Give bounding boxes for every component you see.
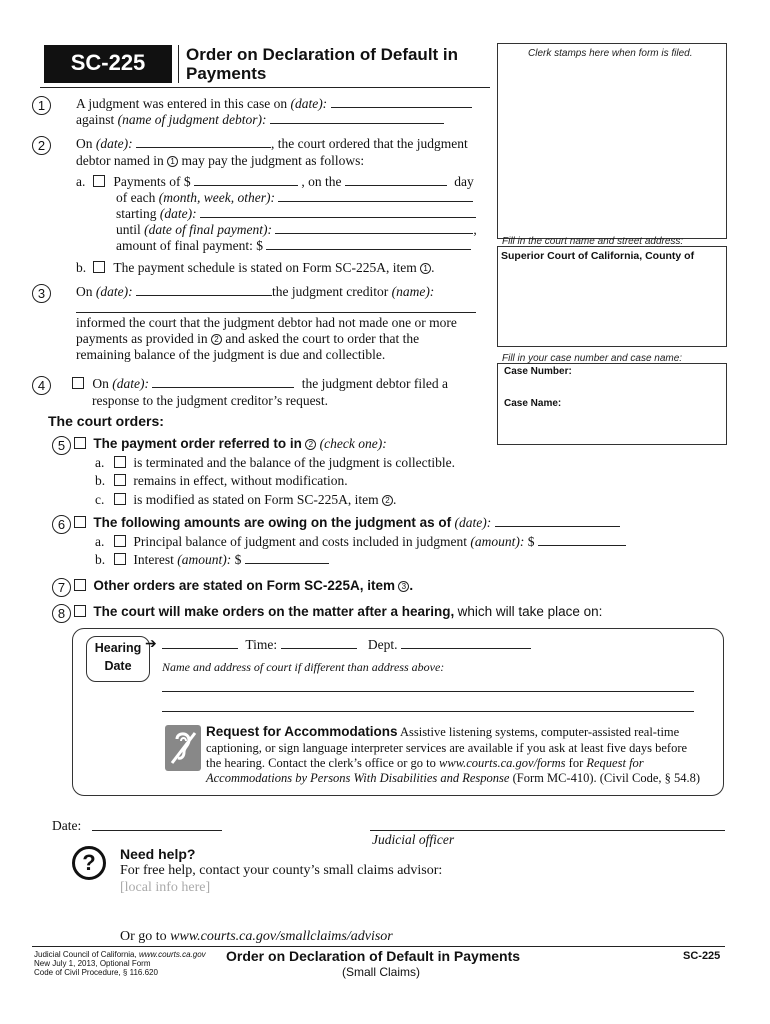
item2b-checkbox[interactable] — [93, 261, 105, 273]
case-number-label: Case Number: — [504, 366, 572, 377]
footer-form-id: SC-225 — [683, 950, 721, 962]
court-address-field-2[interactable] — [162, 711, 694, 712]
form-title-line1: Order on Declaration of Default in — [186, 45, 459, 64]
item5b-letter: b. — [95, 473, 106, 488]
footer-left-line1: Judicial Council of California, www.courts.ca.gov — [34, 950, 206, 959]
item6a-letter: a. — [95, 534, 105, 549]
item5c-checkbox[interactable] — [114, 493, 126, 505]
help-advisor-line: Or go to www.courts.ca.gov/smallclaims/advisor — [120, 929, 393, 944]
help-line1: For free help, contact your county’s small claims advisor: — [120, 863, 443, 878]
order-date-field[interactable] — [136, 136, 271, 148]
item6-checkbox[interactable] — [74, 516, 86, 528]
item2a-letter: a. — [76, 174, 86, 189]
item3-line2: informed the court that the judgment debtor had not made one or more — [76, 315, 457, 330]
item2b-line: The payment schedule is stated on Form SC-225A, item 1 . — [93, 260, 434, 276]
payment-day-field[interactable] — [345, 174, 447, 186]
item2a-starting: starting (date): — [116, 206, 476, 222]
court-orders-heading: The court orders: — [48, 413, 164, 429]
help-icon: ? — [72, 846, 106, 880]
item5-number: 5 — [52, 436, 71, 455]
item6a-checkbox[interactable] — [114, 535, 126, 547]
final-payment-amount-field[interactable] — [266, 238, 471, 250]
local-info-placeholder: [local info here] — [120, 880, 211, 895]
item3-line1: On (date): the judgment creditor (name): — [76, 284, 435, 299]
case-name-label: Case Name: — [504, 398, 562, 409]
item5a-checkbox[interactable] — [114, 456, 126, 468]
item5b-checkbox[interactable] — [114, 474, 126, 486]
item6-title: The following amounts are owing on the judgment as of (date): — [74, 515, 620, 531]
item4-line2: response to the judgment creditor’s request. — [92, 393, 328, 408]
accommodations-line2: captioning, or sign language interpreter services are available if you ask at least five days before — [206, 741, 688, 755]
item6b-line: Interest (amount): $ — [114, 552, 329, 568]
help-title: Need help? — [120, 846, 196, 862]
item7-title: Other orders are stated on Form SC-225A, item 3 . — [74, 578, 413, 594]
final-payment-date-field[interactable] — [275, 222, 473, 234]
footer-rule — [32, 946, 725, 947]
start-date-field[interactable] — [200, 206, 476, 218]
footer-subtitle: (Small Claims) — [342, 965, 420, 979]
clerk-stamp-label: Clerk stamps here when form is filed. — [528, 48, 693, 59]
item2-line2: debtor named in 1 may pay the judgment as follows: — [76, 153, 365, 168]
item8-checkbox[interactable] — [74, 605, 86, 617]
date-label: Date: — [52, 818, 82, 833]
form-title-line2: Payments — [186, 64, 267, 83]
hearing-time-field[interactable] — [281, 637, 357, 649]
judgment-debtor-field[interactable] — [270, 112, 444, 124]
ear-icon — [165, 725, 201, 771]
amounts-owing-date-field[interactable] — [495, 515, 620, 527]
clerk-stamp-box[interactable] — [497, 43, 727, 239]
footer-left-line2: New July 1, 2013, Optional Form — [34, 959, 151, 968]
judgment-date-field[interactable] — [331, 96, 472, 108]
item3-line3: payments as provided in 2 and asked the court to order that the — [76, 331, 420, 346]
item3-line4: remaining balance of the judgment is due and collectible. — [76, 347, 386, 362]
item1-line1: A judgment was entered in this case on (date): — [76, 96, 472, 112]
item6b-checkbox[interactable] — [114, 553, 126, 565]
judicial-officer-label: Judicial officer — [372, 832, 455, 847]
advisor-link[interactable]: www.courts.ca.gov/smallclaims/advisor — [170, 929, 393, 944]
item8-title: The court will make orders on the matter after a hearing, which will take place on: — [74, 604, 602, 620]
request-date-field[interactable] — [136, 284, 272, 296]
item5a-line: is terminated and the balance of the judgment is collectible. — [114, 455, 455, 471]
item2a-ofeach: of each (month, week, other): — [116, 190, 473, 206]
hearing-assistance-icon — [165, 725, 201, 771]
item6b-letter: b. — [95, 552, 106, 567]
item5c-letter: c. — [95, 492, 105, 507]
item4-number: 4 — [32, 376, 51, 395]
item5c-line: is modified as stated on Form SC-225A, item 2 . — [114, 492, 396, 508]
item1-number: 1 — [32, 96, 51, 115]
hearing-dept-field[interactable] — [401, 637, 531, 649]
hearing-date-field[interactable] — [162, 637, 238, 649]
forms-link[interactable]: www.courts.ca.gov/forms — [439, 756, 566, 770]
response-date-field[interactable] — [152, 376, 294, 388]
form-id: SC-225 — [70, 50, 146, 75]
court-name-value: Superior Court of California, County of — [501, 250, 695, 262]
arrow-icon: ➔ — [145, 637, 157, 652]
accommodations-line1: Request for Accommodations Assistive listening systems, computer-assisted real-time — [206, 724, 680, 739]
item4-checkbox[interactable] — [72, 377, 84, 389]
item2-number: 2 — [32, 136, 51, 155]
item7-number: 7 — [52, 578, 71, 597]
hearing-date-label: Date — [104, 659, 132, 673]
item3-number: 3 — [32, 284, 51, 303]
judicial-officer-signature-field[interactable] — [370, 830, 725, 831]
accommodations-line3: the hearing. Contact the clerk’s office or go to www.courts.ca.gov/forms for Request for — [206, 756, 644, 770]
header-rule — [40, 87, 490, 88]
payment-period-field[interactable] — [278, 190, 473, 202]
header-divider — [178, 45, 179, 83]
court-address-field-1[interactable] — [162, 691, 694, 692]
item5a-letter: a. — [95, 455, 105, 470]
accommodations-line4: Accommodations by Persons With Disabilities and Response (Form MC-410). (Civil Code, § 54.8) — [206, 771, 701, 785]
item5-title: The payment order referred to in 2 (check one): — [74, 436, 387, 452]
case-box-label: Fill in your case number and case name: — [502, 353, 683, 364]
item4-line1: On (date): the judgment debtor filed a — [72, 376, 448, 392]
principal-amount-field[interactable] — [538, 534, 626, 546]
item1-line2: against (name of judgment debtor): — [76, 112, 444, 128]
payment-amount-field[interactable] — [194, 174, 298, 186]
item6a-line: Principal balance of judgment and costs included in judgment (amount): $ — [114, 534, 626, 550]
item2a-line: Payments of $ , on the day — [93, 174, 474, 190]
creditor-name-field[interactable] — [76, 312, 476, 313]
interest-amount-field[interactable] — [245, 552, 329, 564]
item8-number: 8 — [52, 604, 71, 623]
hearing-line1: Time: Dept. — [162, 637, 531, 653]
footer-left-line3: Code of Civil Procedure, § 116.620 — [34, 968, 158, 977]
court-box-label: Fill in the court name and street address: — [502, 236, 684, 247]
item2-line1: On (date): , the court ordered that the judgment — [76, 136, 468, 151]
item7-checkbox[interactable] — [74, 579, 86, 591]
hearing-label: Hearing — [94, 641, 142, 655]
item2a-checkbox[interactable] — [93, 175, 105, 187]
item2a-until: until (date of final payment): , — [116, 222, 477, 237]
item2b-letter: b. — [76, 260, 87, 275]
item5b-line: remains in effect, without modification. — [114, 473, 348, 489]
signature-date-field[interactable] — [92, 830, 222, 831]
item2a-amount: amount of final payment: $ — [116, 238, 471, 254]
item5-checkbox[interactable] — [74, 437, 86, 449]
item6-number: 6 — [52, 515, 71, 534]
footer-form-title: Order on Declaration of Default in Payments — [226, 948, 521, 964]
court-address-label: Name and address of court if different than address above: — [162, 660, 445, 674]
